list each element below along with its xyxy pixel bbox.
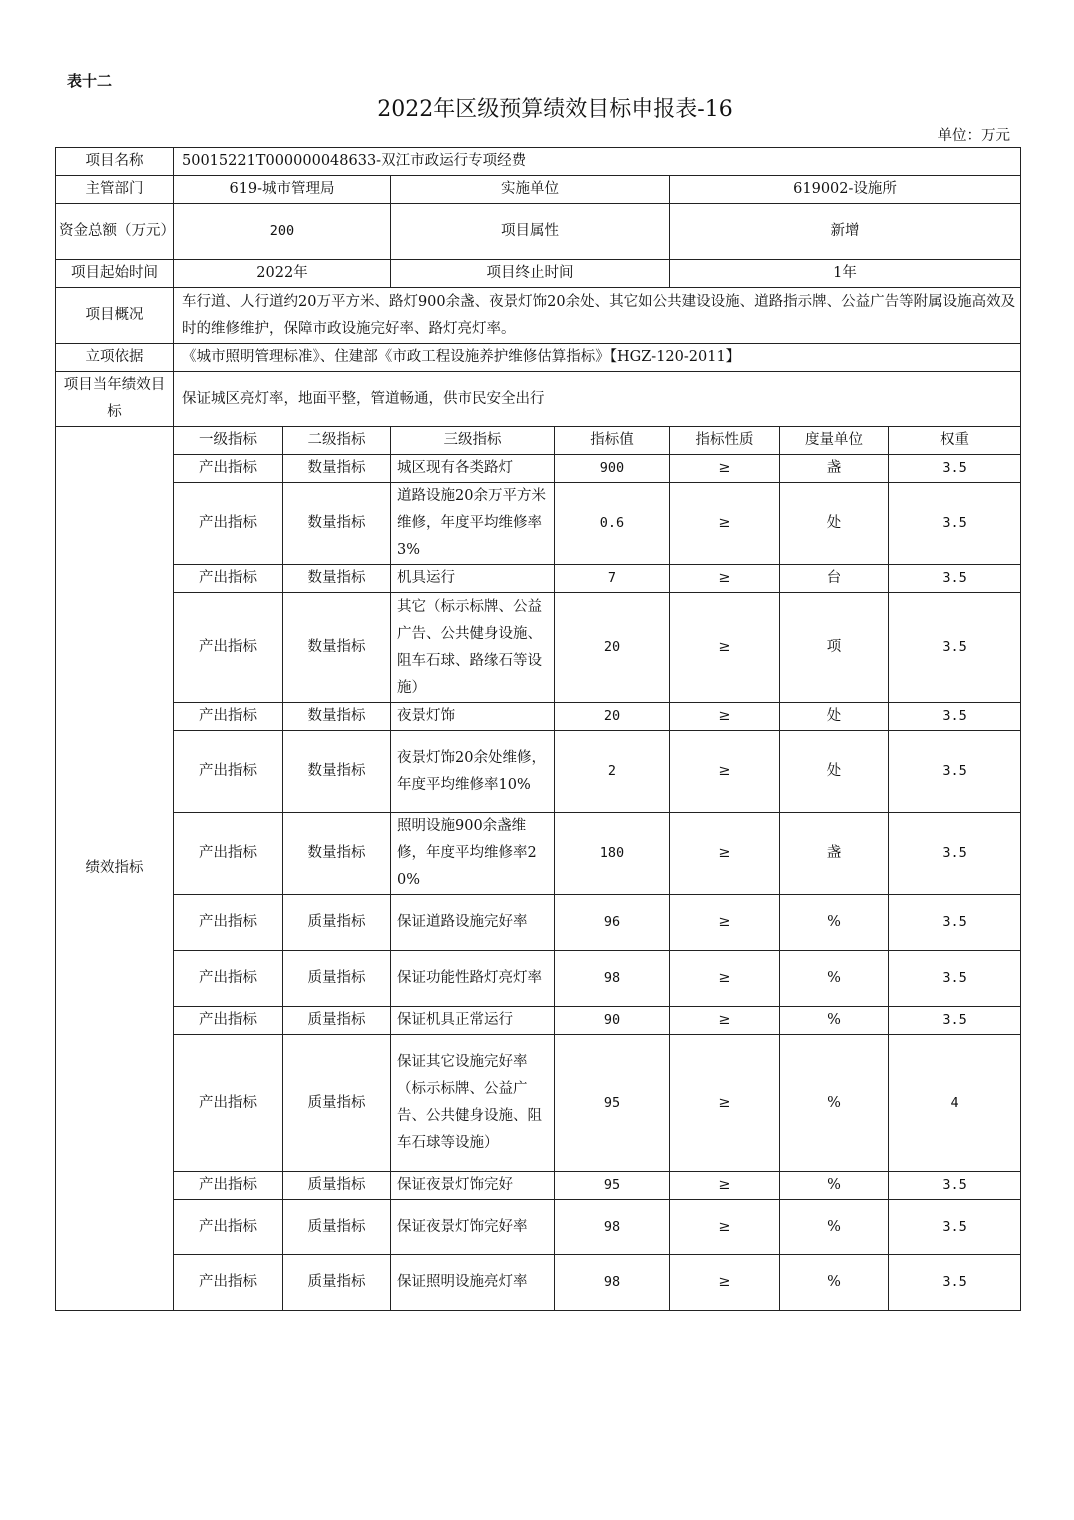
header-value: 指标值 bbox=[555, 427, 670, 455]
unit-note: 单位：万元 bbox=[937, 128, 1010, 144]
level3-cell: 保证夜景灯饰完好 bbox=[391, 1172, 555, 1200]
dept-label: 主管部门 bbox=[56, 176, 174, 204]
value-cell: 98 bbox=[555, 951, 670, 1007]
basis-value: 《城市照明管理标准》、住建部《市政工程设施养护维修估算指标》【HGZ-120-2011】 bbox=[174, 344, 1021, 372]
weight-cell: 3.5 bbox=[889, 593, 1021, 703]
level1-cell: 产出指标 bbox=[174, 951, 283, 1007]
nature-cell: ≥ bbox=[670, 593, 780, 703]
level1-cell: 产出指标 bbox=[174, 1007, 283, 1035]
header-weight: 权重 bbox=[889, 427, 1021, 455]
header-unit: 度量单位 bbox=[780, 427, 889, 455]
nature-cell: ≥ bbox=[670, 703, 780, 731]
project-name-label: 项目名称 bbox=[56, 148, 174, 176]
unit-cell: 处 bbox=[780, 483, 889, 565]
value-cell: 98 bbox=[555, 1200, 670, 1255]
level3-cell: 其它（标示标牌、公益广告、公共健身设施、阻车石球、路缘石等设施） bbox=[391, 593, 555, 703]
value-cell: 180 bbox=[555, 813, 670, 895]
level2-cell: 数量指标 bbox=[283, 483, 391, 565]
level1-cell: 产出指标 bbox=[174, 1200, 283, 1255]
header-nature: 指标性质 bbox=[670, 427, 780, 455]
weight-cell: 3.5 bbox=[889, 731, 1021, 813]
weight-cell: 4 bbox=[889, 1035, 1021, 1172]
value-cell: 95 bbox=[555, 1035, 670, 1172]
summary-value: 车行道、人行道约20万平方米、路灯900余盏、夜景灯饰20余处、其它如公共建设设施、道路指示牌、公益广告等附属设施高效及时的维修维护，保障市政设施完好率、路灯亮灯率。 bbox=[174, 288, 1021, 344]
level3-cell: 保证道路设施完好率 bbox=[391, 895, 555, 951]
unit-cell: % bbox=[780, 1172, 889, 1200]
indicator-row bbox=[56, 593, 1021, 703]
weight-cell: 3.5 bbox=[889, 703, 1021, 731]
end-value: 1年 bbox=[670, 260, 1021, 288]
weight-cell: 3.5 bbox=[889, 565, 1021, 593]
level2-cell: 质量指标 bbox=[283, 1255, 391, 1311]
budget-form-table bbox=[55, 147, 1021, 1311]
level3-cell: 夜景灯饰20余处维修，年度平均维修率10% bbox=[391, 731, 555, 813]
attr-value: 新增 bbox=[670, 204, 1021, 260]
row-basis bbox=[56, 344, 1021, 372]
level2-cell: 数量指标 bbox=[283, 813, 391, 895]
weight-cell: 3.5 bbox=[889, 483, 1021, 565]
level2-cell: 数量指标 bbox=[283, 455, 391, 483]
value-cell: 20 bbox=[555, 703, 670, 731]
dept-value: 619-城市管理局 bbox=[174, 176, 391, 204]
value-cell: 2 bbox=[555, 731, 670, 813]
level2-cell: 质量指标 bbox=[283, 895, 391, 951]
indicator-row bbox=[56, 703, 1021, 731]
row-fund bbox=[56, 204, 1021, 260]
value-cell: 96 bbox=[555, 895, 670, 951]
indicator-row bbox=[56, 813, 1021, 895]
unit-cell: 盏 bbox=[780, 455, 889, 483]
level3-cell: 照明设施900余盏维修，年度平均维修率20% bbox=[391, 813, 555, 895]
value-cell: 20 bbox=[555, 593, 670, 703]
row-period bbox=[56, 260, 1021, 288]
impl-label: 实施单位 bbox=[391, 176, 670, 204]
value-cell: 7 bbox=[555, 565, 670, 593]
indicator-row bbox=[56, 731, 1021, 813]
weight-cell: 3.5 bbox=[889, 1007, 1021, 1035]
level3-cell: 道路设施20余万平方米维修，年度平均维修率3% bbox=[391, 483, 555, 565]
nature-cell: ≥ bbox=[670, 951, 780, 1007]
header-level1: 一级指标 bbox=[174, 427, 283, 455]
level3-cell: 保证功能性路灯亮灯率 bbox=[391, 951, 555, 1007]
row-goal bbox=[56, 372, 1021, 427]
indicator-row bbox=[56, 951, 1021, 1007]
value-cell: 900 bbox=[555, 455, 670, 483]
weight-cell: 3.5 bbox=[889, 813, 1021, 895]
level3-cell: 保证夜景灯饰完好率 bbox=[391, 1200, 555, 1255]
level1-cell: 产出指标 bbox=[174, 483, 283, 565]
level3-cell: 机具运行 bbox=[391, 565, 555, 593]
level2-cell: 质量指标 bbox=[283, 1007, 391, 1035]
level1-cell: 产出指标 bbox=[174, 1255, 283, 1311]
level2-cell: 数量指标 bbox=[283, 731, 391, 813]
header-level2: 二级指标 bbox=[283, 427, 391, 455]
nature-cell: ≥ bbox=[670, 731, 780, 813]
goal-value: 保证城区亮灯率，地面平整，管道畅通，供市民安全出行 bbox=[174, 372, 1021, 427]
unit-cell: 项 bbox=[780, 593, 889, 703]
impl-value: 619002-设施所 bbox=[670, 176, 1021, 204]
nature-cell: ≥ bbox=[670, 1172, 780, 1200]
indicator-row bbox=[56, 1035, 1021, 1172]
level1-cell: 产出指标 bbox=[174, 593, 283, 703]
attr-label: 项目属性 bbox=[391, 204, 670, 260]
level2-cell: 数量指标 bbox=[283, 565, 391, 593]
level3-cell: 保证机具正常运行 bbox=[391, 1007, 555, 1035]
level3-cell: 保证其它设施完好率（标示标牌、公益广告、公共健身设施、阻车石球等设施） bbox=[391, 1035, 555, 1172]
unit-cell: 盏 bbox=[780, 813, 889, 895]
basis-label: 立项依据 bbox=[56, 344, 174, 372]
nature-cell: ≥ bbox=[670, 565, 780, 593]
project-name-value: 50015221T000000048633-双江市政运行专项经费 bbox=[174, 148, 1021, 176]
indicator-row bbox=[56, 1255, 1021, 1311]
level1-cell: 产出指标 bbox=[174, 1172, 283, 1200]
fund-label: 资金总额（万元） bbox=[56, 204, 174, 260]
level2-cell: 数量指标 bbox=[283, 593, 391, 703]
level1-cell: 产出指标 bbox=[174, 703, 283, 731]
level2-cell: 质量指标 bbox=[283, 1172, 391, 1200]
weight-cell: 3.5 bbox=[889, 455, 1021, 483]
weight-cell: 3.5 bbox=[889, 1200, 1021, 1255]
level1-cell: 产出指标 bbox=[174, 895, 283, 951]
nature-cell: ≥ bbox=[670, 1007, 780, 1035]
unit-cell: % bbox=[780, 1255, 889, 1311]
unit-cell: % bbox=[780, 951, 889, 1007]
unit-cell: % bbox=[780, 895, 889, 951]
indicator-row bbox=[56, 895, 1021, 951]
unit-cell: 处 bbox=[780, 731, 889, 813]
unit-cell: % bbox=[780, 1200, 889, 1255]
weight-cell: 3.5 bbox=[889, 895, 1021, 951]
indicator-row bbox=[56, 483, 1021, 565]
nature-cell: ≥ bbox=[670, 1035, 780, 1172]
indicator-row bbox=[56, 1007, 1021, 1035]
unit-cell: % bbox=[780, 1007, 889, 1035]
indicator-header-row bbox=[56, 427, 1021, 455]
level1-cell: 产出指标 bbox=[174, 731, 283, 813]
level1-cell: 产出指标 bbox=[174, 1035, 283, 1172]
end-label: 项目终止时间 bbox=[391, 260, 670, 288]
page-title: 2022年区级预算绩效目标申报表-16 bbox=[377, 97, 733, 122]
row-project-name bbox=[56, 148, 1021, 176]
level2-cell: 质量指标 bbox=[283, 1035, 391, 1172]
level2-cell: 质量指标 bbox=[283, 1200, 391, 1255]
unit-cell: 台 bbox=[780, 565, 889, 593]
summary-label: 项目概况 bbox=[56, 288, 174, 344]
value-cell: 98 bbox=[555, 1255, 670, 1311]
level1-cell: 产出指标 bbox=[174, 565, 283, 593]
start-label: 项目起始时间 bbox=[56, 260, 174, 288]
indicator-row bbox=[56, 565, 1021, 593]
weight-cell: 3.5 bbox=[889, 1172, 1021, 1200]
table-number: 表十二 bbox=[67, 72, 113, 90]
level1-cell: 产出指标 bbox=[174, 813, 283, 895]
row-summary bbox=[56, 288, 1021, 344]
indicator-row bbox=[56, 455, 1021, 483]
nature-cell: ≥ bbox=[670, 1200, 780, 1255]
header-level3: 三级指标 bbox=[391, 427, 555, 455]
value-cell: 95 bbox=[555, 1172, 670, 1200]
row-department bbox=[56, 176, 1021, 204]
nature-cell: ≥ bbox=[670, 455, 780, 483]
goal-label: 项目当年绩效目标 bbox=[56, 372, 174, 427]
level2-cell: 质量指标 bbox=[283, 951, 391, 1007]
indicator-row bbox=[56, 1172, 1021, 1200]
weight-cell: 3.5 bbox=[889, 1255, 1021, 1311]
nature-cell: ≥ bbox=[670, 813, 780, 895]
level3-cell: 保证照明设施亮灯率 bbox=[391, 1255, 555, 1311]
level2-cell: 数量指标 bbox=[283, 703, 391, 731]
value-cell: 0.6 bbox=[555, 483, 670, 565]
nature-cell: ≥ bbox=[670, 1255, 780, 1311]
unit-cell: 处 bbox=[780, 703, 889, 731]
level3-cell: 城区现有各类路灯 bbox=[391, 455, 555, 483]
start-value: 2022年 bbox=[174, 260, 391, 288]
nature-cell: ≥ bbox=[670, 895, 780, 951]
value-cell: 90 bbox=[555, 1007, 670, 1035]
indicators-section-label: 绩效指标 bbox=[56, 427, 174, 1311]
nature-cell: ≥ bbox=[670, 483, 780, 565]
indicator-row bbox=[56, 1200, 1021, 1255]
fund-value: 200 bbox=[174, 204, 391, 260]
level1-cell: 产出指标 bbox=[174, 455, 283, 483]
weight-cell: 3.5 bbox=[889, 951, 1021, 1007]
level3-cell: 夜景灯饰 bbox=[391, 703, 555, 731]
unit-cell: % bbox=[780, 1035, 889, 1172]
